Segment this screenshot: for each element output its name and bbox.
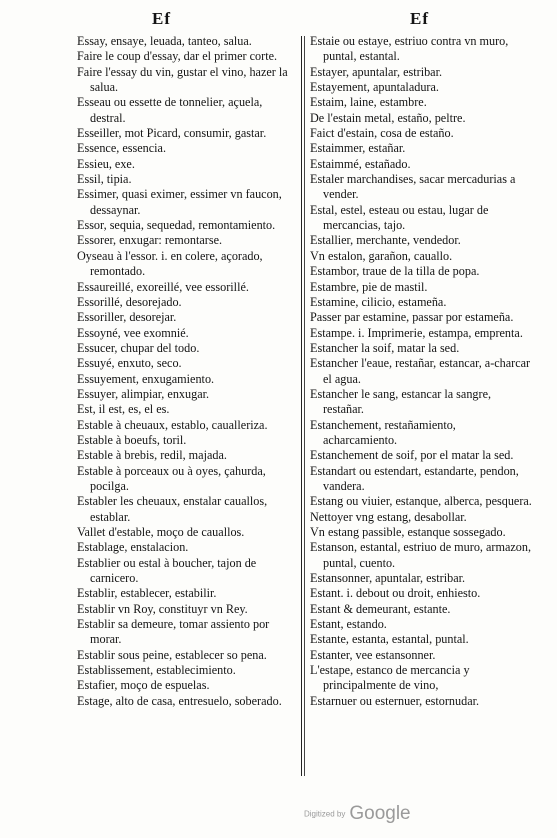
- dictionary-entry: Establir, establecer, estabilir.: [77, 586, 217, 601]
- dictionary-entry: Essil, tipia.: [77, 172, 132, 187]
- dictionary-entry: Oyseau à l'essor. i. en colere, açorado, remontado.: [77, 248, 263, 279]
- dictionary-entry: Estansonner, apuntalar, estribar.: [310, 571, 466, 586]
- dictionary-entry: Essaureillé, exoreillé, vee essorillé.: [77, 279, 249, 294]
- dictionary-entry: Estambre, pie de mastil.: [310, 279, 428, 294]
- dictionary-entry: Vn estalon, garañon, cauallo.: [310, 248, 453, 263]
- dictionary-entry: Estant & demeurant, estante.: [310, 601, 451, 616]
- dictionary-entry: Estable à porceaux ou à oyes, çahurda, pocilga.: [77, 463, 266, 493]
- dictionary-entry: Faict d'estain, cosa de estaño.: [310, 126, 454, 141]
- dictionary-entry: De l'estain metal, estaño, peltre.: [310, 110, 466, 125]
- column-rule: [301, 36, 302, 776]
- dictionary-entry: Estayement, apuntaladura.: [310, 80, 439, 95]
- dictionary-entry: Estarnuer ou esternuer, estornudar.: [310, 693, 480, 708]
- dictionary-entry: Esseau ou essette de tonnelier, açuela, destral.: [77, 95, 263, 125]
- dictionary-entry: Estampe. i. Imprimerie, estampa, emprenta.: [310, 325, 523, 340]
- dictionary-entry: L'estape, estanco de mercancia y principalmente de vino,: [310, 663, 470, 693]
- dictionary-entry: Estante, estanta, estantal, puntal.: [310, 632, 469, 647]
- dictionary-entry: Estandart ou estendart, estandarte, pendon, vandera.: [310, 463, 519, 493]
- dictionary-entry: Estant. i. debout ou droit, enhiesto.: [310, 586, 481, 601]
- dictionary-entry: Essuyer, alimpiar, enxugar.: [77, 386, 210, 401]
- dictionary-entry: Establissement, establecimiento.: [77, 663, 236, 678]
- dictionary-entry: Estable à brebis, redil, majada.: [77, 448, 227, 463]
- right-running-header: Ef: [410, 9, 429, 28]
- dictionary-entry: Esseiller, mot Picard, consumir, gastar.: [77, 126, 267, 141]
- dictionary-entry: Essoriller, desorejar.: [77, 310, 177, 325]
- dictionary-entry: Faire l'essay du vin, gustar el vino, hazer la salua.: [77, 64, 288, 95]
- dictionary-entry: Estallier, merchante, vendedor.: [310, 233, 461, 248]
- left-running-header: Ef: [152, 9, 171, 28]
- dictionary-entry: Essuyé, enxuto, seco.: [77, 356, 182, 371]
- dictionary-entry: Estaimmé, estañado.: [310, 156, 411, 171]
- dictionary-entry: Establer les cheuaux, enstalar cauallos, establar.: [77, 494, 268, 524]
- dictionary-entry: Estanchement, restañamiento, acharcamiento.: [310, 417, 456, 447]
- dictionary-entry: Essor, sequia, sequedad, remontamiento.: [77, 218, 276, 233]
- dictionary-entry: Vn estang passible, estanque sossegado.: [310, 525, 506, 539]
- dictionary-entry: Estafier, moço de espuelas.: [77, 678, 210, 693]
- dictionary-entry: Essence, essencia.: [77, 141, 166, 156]
- dictionary-entry: Estancher l'eaue, restañar, estancar, a-charcar el agua.: [310, 356, 531, 386]
- column-rule-inner: [304, 36, 305, 776]
- dictionary-entry: Estaimmer, estañar.: [310, 141, 406, 156]
- left-column: [77, 34, 297, 709]
- dictionary-entry: Estaler marchandises, sacar mercadurias a vender.: [310, 172, 516, 202]
- right-column: [310, 34, 532, 709]
- dictionary-entry: Estayer, apuntalar, estribar.: [310, 64, 443, 79]
- dictionary-entry: Essorillé, desorejado.: [77, 294, 182, 309]
- dictionary-entry: Faire le coup d'essay, dar el primer corte.: [77, 49, 278, 64]
- dictionary-entry: Essimer, quasi eximer, essimer vn faucon, dessaynar.: [77, 187, 282, 217]
- dictionary-entry: Essorer, enxugar: remontarse.: [77, 233, 223, 248]
- dictionary-entry: Estanchement de soif, por el matar la sed.: [310, 448, 514, 463]
- dictionary-entry: Nettoyer vng estang, desabollar.: [310, 509, 467, 524]
- dictionary-entry: Essuyement, enxugamiento.: [77, 371, 215, 386]
- dictionary-entry: Estanter, vee estansonner.: [310, 647, 436, 662]
- dictionary-entry: Estaie ou estaye, estriuo contra vn muro, puntal, estantal.: [310, 34, 509, 64]
- dictionary-entry: Estant, estando.: [310, 617, 387, 632]
- dictionary-entry: Est, il est, es, el es.: [77, 402, 170, 417]
- dictionary-entry: Estambor, traue de la tilla de popa.: [310, 264, 480, 279]
- dictionary-entry: Estanson, estantal, estriuo de muro, armazon, puntal, cuento.: [310, 540, 532, 570]
- dictionary-entry: Estancher le sang, estancar la sangre, restañar.: [310, 386, 492, 417]
- dictionary-entry: Establier ou estal à boucher, tajon de carnicero.: [77, 555, 257, 586]
- dictionary-entry: Establir sa demeure, tomar assiento por morar.: [77, 617, 270, 647]
- dictionary-entry: Establir vn Roy, constituyr vn Rey.: [77, 601, 248, 616]
- dictionary-entry: Estable à boeufs, toril.: [77, 432, 187, 447]
- dictionary-entry: Essucer, chupar del todo.: [77, 340, 200, 355]
- dictionary-entry: Estable à cheuaux, establo, caualleriza.: [77, 417, 268, 432]
- dictionary-entry: Essay, ensaye, leuada, tanteo, salua.: [77, 34, 252, 48]
- dictionary-entry: Estal, estel, esteau ou estau, lugar de mercancias, tajo.: [310, 202, 489, 233]
- dictionary-entry: Essoyné, vee exomnié.: [77, 325, 189, 340]
- dictionary-entry: Passer par estamine, passar por estameña.: [310, 310, 514, 325]
- watermark-prefix: Digitized by: [304, 809, 346, 819]
- dictionary-entry: Estancher la soif, matar la sed.: [310, 340, 460, 355]
- dictionary-entry: Estamine, cilicio, estameña.: [310, 294, 447, 309]
- watermark-brand: Google: [349, 803, 411, 824]
- dictionary-entry: Estang ou viuier, estanque, alberca, pesquera.: [310, 494, 532, 509]
- dictionary-entry: Establir sous peine, establecer so pena.: [77, 647, 267, 662]
- dictionary-entry: Estaim, laine, estambre.: [310, 95, 427, 110]
- digitization-watermark: [304, 803, 411, 825]
- dictionary-entry: Estage, alto de casa, entresuelo, soberado.: [77, 693, 282, 708]
- dictionary-entry: Essieu, exe.: [77, 156, 135, 171]
- dictionary-entry: Vallet d'estable, moço de cauallos.: [77, 525, 245, 539]
- dictionary-entry: Establage, enstalacion.: [77, 540, 189, 555]
